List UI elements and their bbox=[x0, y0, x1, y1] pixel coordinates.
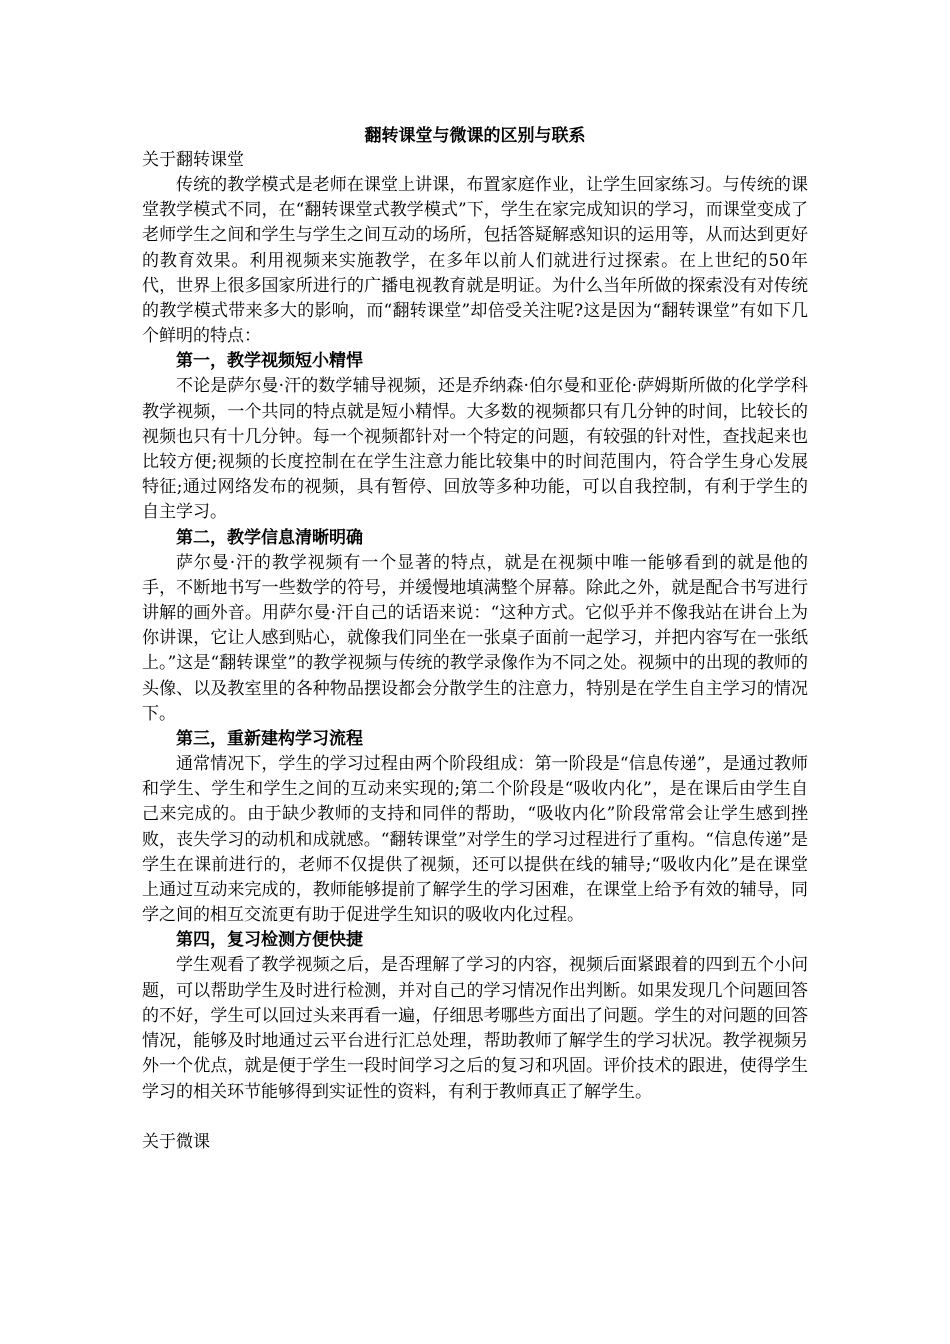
intro-paragraph: 传统的教学模式是老师在课堂上讲课，布置家庭作业，让学生回家练习。与传统的课堂教学模式不同，在“翻转课堂式教学模式”下，学生在家完成知识的学习，而课堂变成了老师学生之间和学生与学生之间互动的场所，包括答疑解惑知识的运用等，从而达到更好的教育效果。利用视频来实施教学，在多年以前人们就进行过探索。在上世纪的50年代，世界上很多国家所进行的广播电视教育就是明证。为什么当年所做的探索没有对传统的教学模式带来多大的影响，而“翻转课堂”却倍受关注呢?这是因为“翻转课堂”有如下几个鲜明的特点： bbox=[142, 175, 808, 347]
point-heading-4: 第四，复习检测方便快捷 bbox=[176, 930, 363, 951]
paragraph-spacer bbox=[142, 1105, 808, 1130]
point-body-3: 通常情况下，学生的学习过程由两个阶段组成：第一阶段是“信息传递”，是通过教师和学生、学生和学生之间的互动来实现的;第二个阶段是“吸收内化”，是在课后由学生自己来完成的。由于缺少教师的支持和同伴的帮助，“吸收内化”阶段常常会让学生感到挫败，丧失学习的动机和成就感。“翻转课堂”对学生的学习过程进行了重构。“信息传递”是学生在课前进行的，老师不仅提供了视频，还可以提供在线的辅导;“吸收内化”是在课堂上通过互动来完成的，教师能够提前了解学生的学习困难，在课堂上给予有效的辅导，同学之间的相互交流更有助于促进学生知识的吸收内化过程。 bbox=[142, 754, 808, 926]
point-heading-3: 第三，重新建构学习流程 bbox=[176, 729, 363, 750]
point-heading-2: 第二，教学信息清晰明确 bbox=[176, 527, 363, 548]
document-page bbox=[142, 124, 808, 1155]
section-label-micro-lecture: 关于微课 bbox=[142, 1131, 210, 1152]
section-label-flipped-classroom: 关于翻转课堂 bbox=[142, 150, 244, 170]
point-body-4: 学生观看了教学视频之后，是否理解了学习的内容，视频后面紧跟着的四到五个小问题，可以帮助学生及时进行检测，并对自己的学习情况作出判断。如果发现几个问题回答的不好，学生可以回过头来再看一遍，仔细思考哪些方面出了问题。学生的对问题的回答情况，能够及时地通过云平台进行汇总处理，帮助教师了解学生的学习状况。教学视频另外一个优点，就是便于学生一段时间学习之后的复习和巩固。评价技术的跟进，使得学生学习的相关环节能够得到实证性的资料，有利于教师真正了解学生。 bbox=[142, 955, 808, 1102]
point-body-1: 不论是萨尔曼·汗的数学辅导视频，还是乔纳森·伯尔曼和亚伦·萨姆斯所做的化学学科教学视频，一个共同的特点就是短小精悍。大多数的视频都只有几分钟的时间，比较长的视频也只有十几分钟。每一个视频都针对一个特定的问题，有较强的针对性，查找起来也比较方便;视频的长度控制在在学生注意力能比较集中的时间范围内，符合学生身心发展特征;通过网络发布的视频，具有暂停、回放等多种功能，可以自我控制，有利于学生的自主学习。 bbox=[142, 376, 808, 523]
document-title: 翻转课堂与微课的区别与联系 bbox=[364, 126, 586, 146]
point-body-2: 萨尔曼·汗的教学视频有一个显著的特点，就是在视频中唯一能够看到的就是他的手，不断地书写一些数学的符号，并缓慢地填满整个屏幕。除此之外，就是配合书写进行讲解的画外音。用萨尔曼·汗自己的话语来说：“这种方式。它似乎并不像我站在讲台上为你讲课，它让人感到贴心，就像我们同坐在一张桌子面前一起学习，并把内容写在一张纸上。”这是“翻转课堂”的教学视频与传统的教学录像作为不同之处。视频中的出现的教师的头像、以及教室里的各种物品摆设都会分散学生的注意力，特别是在学生自主学习的情况下。 bbox=[142, 552, 808, 724]
point-heading-1: 第一，教学视频短小精悍 bbox=[176, 351, 363, 372]
